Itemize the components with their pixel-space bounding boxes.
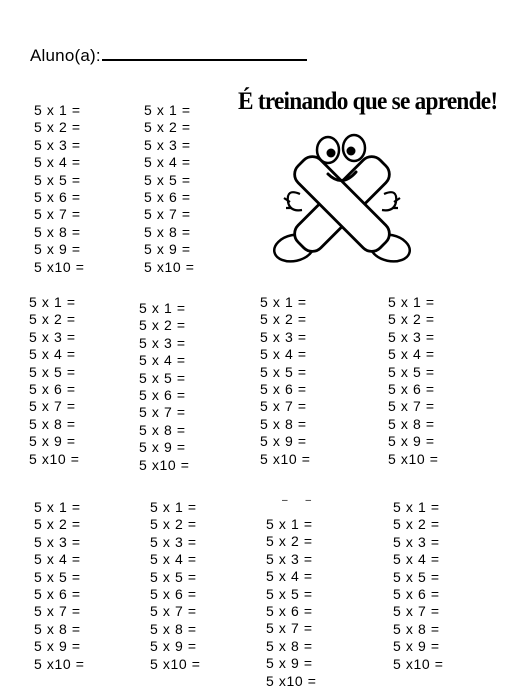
- multiplication-row[interactable]: 5 x 7 =: [139, 404, 186, 421]
- multiplication-row[interactable]: 5 x 7 =: [150, 603, 197, 620]
- multiplication-row[interactable]: 5 x 6 =: [393, 585, 440, 602]
- multiplication-row[interactable]: 5 x 1 =: [144, 102, 191, 118]
- multiplication-row[interactable]: 5 x 8 =: [388, 415, 435, 432]
- multiplication-row[interactable]: 5 x 3 =: [34, 533, 81, 550]
- motto-title: É treinando que se aprende!: [238, 88, 498, 115]
- multiplication-row[interactable]: 5 x 7 =: [260, 398, 307, 415]
- student-name-line[interactable]: [102, 58, 307, 61]
- multiplication-row[interactable]: 5 x 6 =: [266, 602, 313, 619]
- multiplication-row[interactable]: 5 x 4 =: [139, 352, 186, 369]
- multiplication-row[interactable]: 5 x 5 =: [34, 171, 81, 188]
- multiplication-row[interactable]: 5 x10 =: [388, 450, 439, 467]
- multiplication-row[interactable]: 5 x 6 =: [139, 386, 186, 403]
- multiplication-row[interactable]: 5 x 8 =: [144, 223, 191, 240]
- multiplication-row[interactable]: 5 x 5 =: [393, 568, 440, 585]
- multiplication-sign-mascot-icon: [272, 128, 412, 270]
- multiplication-row[interactable]: 5 x 9 =: [34, 241, 81, 258]
- multiplication-row[interactable]: 5 x 8 =: [139, 421, 186, 438]
- multiplication-row[interactable]: 5 x 3 =: [393, 533, 440, 550]
- multiplication-row[interactable]: 5 x 1 =: [388, 294, 435, 310]
- multiplication-table: [393, 499, 473, 673]
- cropped-mark: ––: [282, 495, 330, 506]
- multiplication-row[interactable]: 5 x 5 =: [266, 585, 313, 602]
- multiplication-row[interactable]: 5 x 3 =: [266, 550, 313, 567]
- multiplication-row[interactable]: 5 x 3 =: [29, 328, 76, 345]
- multiplication-row[interactable]: 5 x 4 =: [393, 551, 440, 568]
- multiplication-row[interactable]: 5 x 5 =: [144, 171, 191, 188]
- multiplication-row[interactable]: 5 x 3 =: [388, 328, 435, 345]
- student-name-field[interactable]: [30, 46, 307, 66]
- multiplication-row[interactable]: 5 x 5 =: [150, 568, 197, 585]
- multiplication-row[interactable]: 5 x 4 =: [266, 568, 313, 585]
- multiplication-row[interactable]: 5 x 2 =: [34, 119, 81, 136]
- multiplication-table: [260, 294, 340, 468]
- multiplication-row[interactable]: 5 x 1 =: [139, 300, 186, 316]
- multiplication-row[interactable]: 5 x 4 =: [260, 346, 307, 363]
- multiplication-table: [29, 294, 109, 468]
- multiplication-row[interactable]: 5 x 9 =: [139, 439, 186, 456]
- multiplication-row[interactable]: 5 x 8 =: [34, 620, 81, 637]
- multiplication-row[interactable]: 5 x10 =: [34, 258, 85, 275]
- multiplication-row[interactable]: 5 x 8 =: [29, 415, 76, 432]
- multiplication-row[interactable]: 5 x 5 =: [139, 369, 186, 386]
- multiplication-row[interactable]: 5 x 7 =: [29, 398, 76, 415]
- multiplication-row[interactable]: 5 x 1 =: [266, 516, 313, 532]
- multiplication-row[interactable]: 5 x10 =: [139, 456, 190, 473]
- multiplication-row[interactable]: 5 x 9 =: [388, 433, 435, 450]
- multiplication-row[interactable]: 5 x 1 =: [29, 294, 76, 310]
- multiplication-row[interactable]: 5 x 2 =: [144, 119, 191, 136]
- multiplication-row[interactable]: 5 x10 =: [34, 655, 85, 672]
- multiplication-table: [139, 300, 219, 474]
- multiplication-table: [150, 499, 230, 673]
- multiplication-row[interactable]: 5 x10 =: [393, 655, 444, 672]
- multiplication-row[interactable]: 5 x 1 =: [34, 102, 81, 118]
- multiplication-row[interactable]: 5 x 5 =: [260, 363, 307, 380]
- multiplication-row[interactable]: 5 x10 =: [260, 450, 311, 467]
- multiplication-row[interactable]: 5 x 7 =: [144, 206, 191, 223]
- multiplication-row[interactable]: 5 x10 =: [150, 655, 201, 672]
- multiplication-row[interactable]: 5 x 5 =: [29, 363, 76, 380]
- multiplication-row[interactable]: 5 x10 =: [266, 672, 317, 689]
- multiplication-row[interactable]: 5 x 2 =: [150, 516, 197, 533]
- multiplication-row[interactable]: 5 x 1 =: [150, 499, 197, 515]
- multiplication-row[interactable]: 5 x 1 =: [34, 499, 81, 515]
- multiplication-row[interactable]: 5 x 3 =: [260, 328, 307, 345]
- multiplication-row[interactable]: 5 x 8 =: [266, 637, 313, 654]
- multiplication-row[interactable]: 5 x 6 =: [34, 188, 81, 205]
- multiplication-row[interactable]: 5 x 8 =: [150, 620, 197, 637]
- multiplication-row[interactable]: 5 x 2 =: [266, 533, 313, 550]
- multiplication-table: [266, 516, 346, 690]
- multiplication-row[interactable]: 5 x 6 =: [144, 188, 191, 205]
- multiplication-row[interactable]: 5 x 2 =: [388, 311, 435, 328]
- multiplication-row[interactable]: 5 x 2 =: [29, 311, 76, 328]
- multiplication-row[interactable]: 5 x 9 =: [266, 655, 313, 672]
- multiplication-row[interactable]: 5 x 9 =: [260, 433, 307, 450]
- multiplication-row[interactable]: 5 x 3 =: [139, 334, 186, 351]
- multiplication-row[interactable]: 5 x 6 =: [260, 380, 307, 397]
- multiplication-row[interactable]: 5 x 1 =: [393, 499, 440, 515]
- multiplication-row[interactable]: 5 x 9 =: [34, 638, 81, 655]
- multiplication-table: [34, 102, 114, 276]
- multiplication-row[interactable]: 5 x 9 =: [393, 638, 440, 655]
- multiplication-row[interactable]: 5 x 2 =: [34, 516, 81, 533]
- multiplication-row[interactable]: 5 x10 =: [144, 258, 195, 275]
- multiplication-row[interactable]: 5 x 7 =: [34, 603, 81, 620]
- multiplication-row[interactable]: 5 x 3 =: [144, 136, 191, 153]
- multiplication-row[interactable]: 5 x 6 =: [150, 585, 197, 602]
- multiplication-row[interactable]: 5 x 8 =: [393, 620, 440, 637]
- multiplication-row[interactable]: 5 x 1 =: [260, 294, 307, 310]
- multiplication-row[interactable]: 5 x 9 =: [29, 433, 76, 450]
- multiplication-row[interactable]: 5 x 6 =: [34, 585, 81, 602]
- multiplication-row[interactable]: 5 x 7 =: [266, 620, 313, 637]
- multiplication-row[interactable]: 5 x 3 =: [150, 533, 197, 550]
- multiplication-row[interactable]: 5 x 2 =: [139, 317, 186, 334]
- multiplication-row[interactable]: 5 x 5 =: [34, 568, 81, 585]
- multiplication-row[interactable]: 5 x 4 =: [34, 154, 81, 171]
- multiplication-table: [34, 499, 114, 673]
- multiplication-row[interactable]: 5 x 5 =: [388, 363, 435, 380]
- multiplication-row[interactable]: 5 x 4 =: [144, 154, 191, 171]
- multiplication-table: [388, 294, 468, 468]
- multiplication-row[interactable]: 5 x 9 =: [144, 241, 191, 258]
- multiplication-row[interactable]: 5 x 7 =: [388, 398, 435, 415]
- multiplication-row[interactable]: 5 x 7 =: [34, 206, 81, 223]
- multiplication-row[interactable]: 5 x 4 =: [388, 346, 435, 363]
- multiplication-table: [144, 102, 224, 276]
- multiplication-row[interactable]: 5 x 2 =: [393, 516, 440, 533]
- multiplication-row[interactable]: 5 x 4 =: [29, 346, 76, 363]
- multiplication-row[interactable]: 5 x 6 =: [29, 380, 76, 397]
- multiplication-row[interactable]: 5 x 4 =: [34, 551, 81, 568]
- multiplication-row[interactable]: 5 x 3 =: [34, 136, 81, 153]
- multiplication-row[interactable]: 5 x 9 =: [150, 638, 197, 655]
- multiplication-row[interactable]: 5 x 4 =: [150, 551, 197, 568]
- multiplication-row[interactable]: 5 x10 =: [29, 450, 80, 467]
- student-label: Aluno(a):: [30, 46, 101, 65]
- multiplication-row[interactable]: 5 x 8 =: [260, 415, 307, 432]
- multiplication-row[interactable]: 5 x 2 =: [260, 311, 307, 328]
- multiplication-row[interactable]: 5 x 8 =: [34, 223, 81, 240]
- multiplication-row[interactable]: 5 x 6 =: [388, 380, 435, 397]
- multiplication-row[interactable]: 5 x 7 =: [393, 603, 440, 620]
